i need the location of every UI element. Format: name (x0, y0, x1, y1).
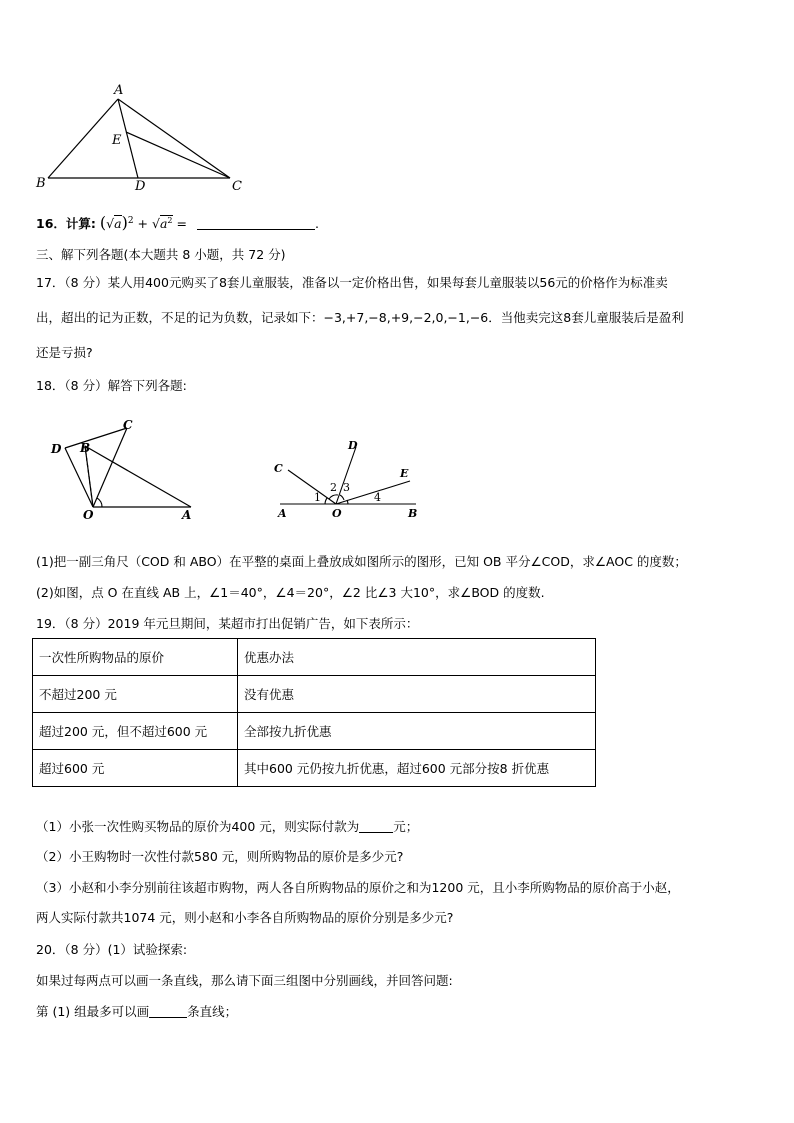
table-row (33, 750, 596, 787)
q16-equals: = (176, 216, 187, 231)
q16-sqrt-a2-base: a (159, 216, 168, 231)
q19-title: 19．（8 分）2019 年元旦期间，某超市打出促销广告，如下表所示： (36, 616, 419, 631)
table-cell: 全部按九折优惠 (238, 713, 596, 750)
label-C: C (232, 179, 242, 194)
fig1-label-C: C (123, 418, 133, 432)
q20-line2-unit: 条直线； (187, 1004, 238, 1019)
fig2-label-O: O (332, 507, 342, 520)
fig2-label-E: E (400, 467, 409, 480)
table-cell: 超过600 元 (33, 750, 238, 787)
q20-line2-text: 第 (1) 组最多可以画 (36, 1004, 150, 1019)
fig1-label-D: D (51, 442, 62, 456)
q20-title: 20．（8 分）(1）试验探索: (36, 942, 188, 957)
table-row (33, 676, 596, 713)
fig2-angle-4: 4 (374, 491, 381, 504)
fig1-label-A: A (182, 508, 192, 522)
q20-answer-blank[interactable] (149, 1004, 187, 1018)
fig2-label-C: C (274, 462, 283, 475)
q17-line1: 17．（8 分）某人用400元购买了8套儿童服装，准备以一定价格出售，如果每套儿童服装以56元的价格作为标准卖 (36, 275, 668, 290)
q19-part3-line2: 两人实际付款共1074 元，则小赵和小李各自所购物品的原价分别是多少元? (36, 910, 454, 925)
section3-title: 三、解下列各题(本大题共 8 小题，共 72 分) (36, 247, 286, 262)
label-E: E (112, 133, 122, 148)
q19-part3-line1: （3）小赵和小李分别前往该超市购物，两人各自所购物品的原价之和为1200 元，且小李所购物品的原价高于小赵， (36, 880, 680, 895)
fig2-label-A: A (278, 507, 287, 520)
fig2-angle-2: 2 (330, 481, 337, 494)
q18-title: 18．（8 分）解答下列各题: (36, 378, 187, 393)
q19-part2: （2）小王购物时一次性付款580 元，则所购物品的原价是多少元? (36, 849, 404, 864)
table-cell: 一次性所购物品的原价 (33, 639, 238, 676)
fig2-label-B: B (408, 507, 418, 520)
q16-sqrt-a: a (114, 216, 122, 231)
q16-sqrt-sign: √ (106, 216, 115, 231)
q16-sqrt-a2-exp: 2 (167, 215, 173, 225)
q16-paren-close: ) (121, 213, 128, 232)
q20-line2 (36, 1002, 237, 1020)
table-cell: 没有优惠 (238, 676, 596, 713)
q19-part1-text: （1）小张一次性购买物品的原价为400 元，则实际付款为 (36, 819, 360, 834)
q17-line3: 还是亏损? (36, 345, 93, 360)
table-cell: 超过200 元，但不超过600 元 (33, 713, 238, 750)
q16-exponent: 2 (127, 215, 134, 226)
q18-figure2 (270, 437, 430, 522)
triangle-figure (30, 80, 260, 195)
fig1-label-O: O (83, 508, 94, 522)
fig2-label-D: D (348, 439, 358, 452)
q18-figure1 (45, 415, 205, 525)
label-D: D (135, 179, 146, 194)
q16-end: . (314, 216, 319, 231)
table-row (33, 713, 596, 750)
q16-answer-blank[interactable] (197, 216, 315, 230)
q19-part1-unit: 元； (393, 819, 419, 834)
q16-sqrt-a2 (160, 215, 173, 231)
fig2-angle-1: 1 (314, 491, 321, 504)
table-row (33, 639, 596, 676)
q18-part1: (1)把一副三角尺（COD 和 ABO）在平整的桌面上叠放成如图所示的图形，已知 OB 平分∠COD，求∠AOC 的度数； (36, 554, 687, 569)
table-cell: 不超过200 元 (33, 676, 238, 713)
label-B: B (36, 176, 46, 191)
fig2-angle-3: 3 (343, 481, 350, 494)
q16-prefix: 16．计算: (36, 216, 96, 231)
q16-sqrt2-sign: √ (152, 216, 160, 231)
q16-line (36, 213, 319, 233)
q16-plus: + (137, 216, 149, 231)
q19-part1 (36, 817, 418, 835)
q16-paren-open: ( (99, 213, 107, 232)
table-cell: 其中600 元仍按九折优惠，超过600 元部分按8 折优惠 (238, 750, 596, 787)
q19-part1-blank[interactable] (359, 819, 393, 833)
promo-table (32, 638, 596, 787)
table-cell: 优惠办法 (238, 639, 596, 676)
q17-line2: 出，超出的记为正数，不足的记为负数，记录如下：−3,+7,−8,+9,−2,0,−1,−6．当他卖完这8套儿童服装后是盈利 (36, 310, 684, 325)
fig1-label-B: B (80, 441, 91, 455)
label-A: A (114, 83, 124, 98)
q18-part2: (2)如图，点 O 在直线 AB 上，∠1＝40°，∠4＝20°，∠2 比∠3 大10°，求∠BOD 的度数. (36, 585, 545, 600)
q20-line1: 如果过每两点可以画一条直线，那么请下面三组图中分别画线，并回答问题: (36, 973, 453, 988)
